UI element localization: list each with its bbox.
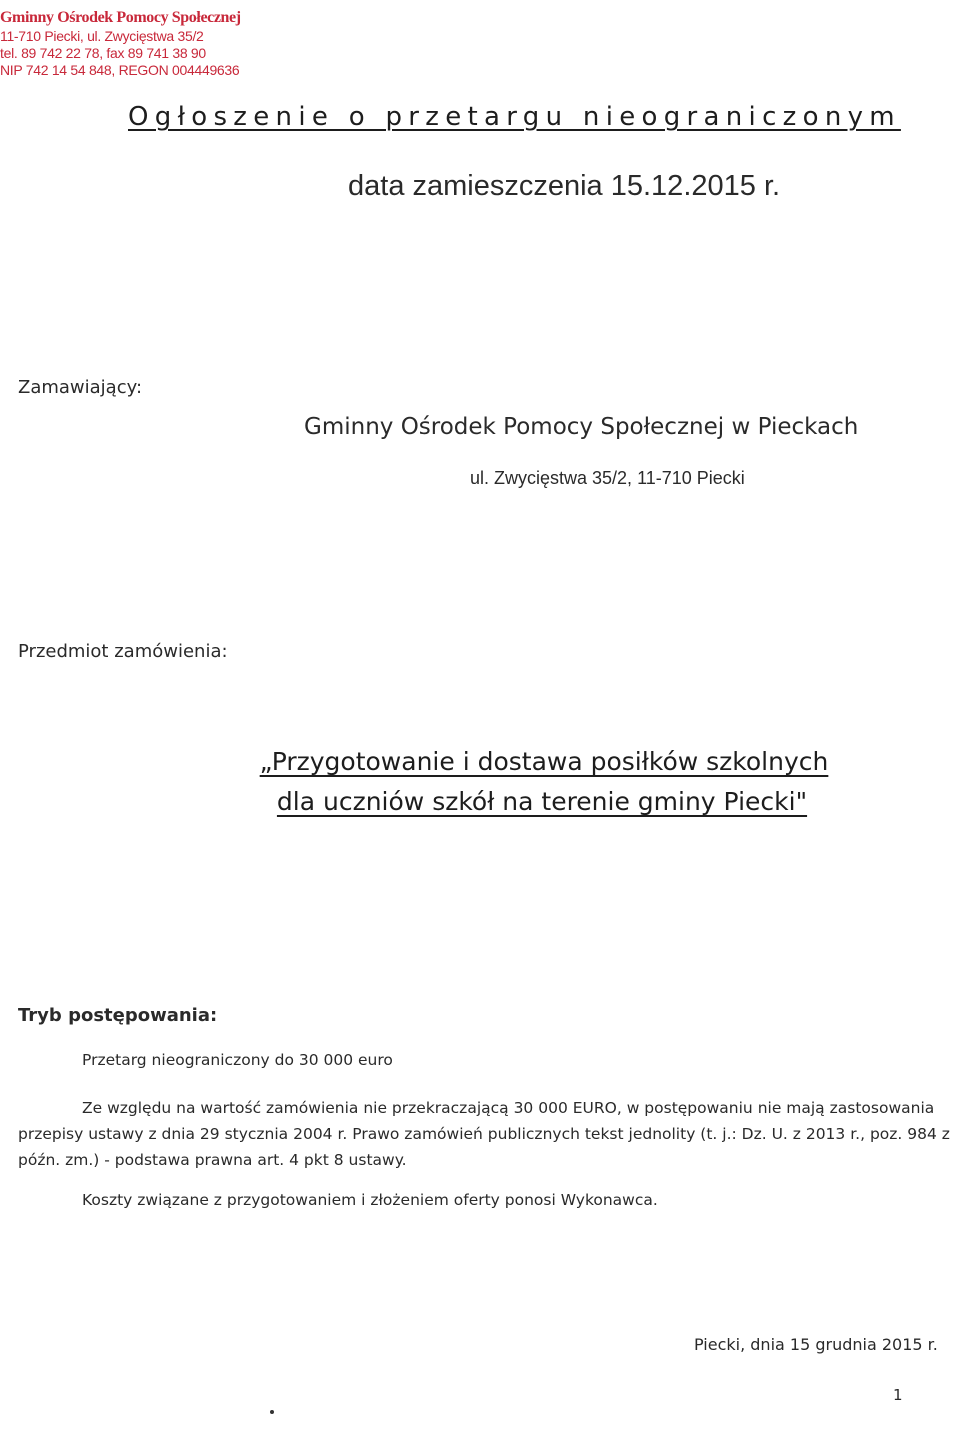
legal-basis-paragraph: Ze względu na wartość zamówienia nie przekraczającą 30 000 EURO, w postępowaniu nie mają zastosowania przepisy ustawy z dnia 29 stycznia 2004 r. Prawo zamówień publicznych tekst jednolity (t. j.: Dz. U. z 2013 r., poz. 984 z późn. zm.) - podstawa prawna art. 4 pkt 8 ustawy. [18, 1099, 950, 1169]
ordering-party-name: Gminny Ośrodek Pomocy Społecznej w Pieckach [304, 414, 859, 440]
ordering-party-address: ul. Zwycięstwa 35/2, 11-710 Piecki [470, 468, 745, 488]
page-number: 1 [893, 1386, 903, 1404]
document-title: Ogłoszenie o przetargu nieograniczonym [128, 102, 901, 132]
stamp-org-name: Gminny Ośrodek Pomocy Społecznej [0, 9, 241, 26]
institution-stamp [0, 8, 260, 79]
procedure-mode: Przetarg nieograniczony do 30 000 euro [82, 1051, 393, 1069]
ordering-party-label: Zamawiający: [18, 377, 143, 398]
place-and-date: Piecki, dnia 15 grudnia 2015 r. [694, 1335, 938, 1354]
subject-title-line-2: dla uczniów szkół na terenie gminy Piecki" [276, 787, 808, 816]
scan-speck [270, 1410, 274, 1414]
publication-date: data zamieszczenia 15.12.2015 r. [348, 170, 781, 202]
subject-title [0, 742, 960, 822]
procedure-label: Tryb postępowania: [18, 1005, 218, 1026]
costs-note: Koszty związane z przygotowaniem i złożeniem oferty ponosi Wykonawca. [82, 1191, 658, 1209]
stamp-address: 11-710 Piecki, ul. Zwycięstwa 35/2 [0, 28, 204, 44]
subject-label: Przedmiot zamówienia: [18, 641, 228, 662]
subject-title-line-1: „Przygotowanie i dostawa posiłków szkolnych [259, 747, 829, 776]
stamp-ids: NIP 742 14 54 848, REGON 004449636 [0, 62, 240, 78]
stamp-phone: tel. 89 742 22 78, fax 89 741 38 90 [0, 45, 206, 61]
